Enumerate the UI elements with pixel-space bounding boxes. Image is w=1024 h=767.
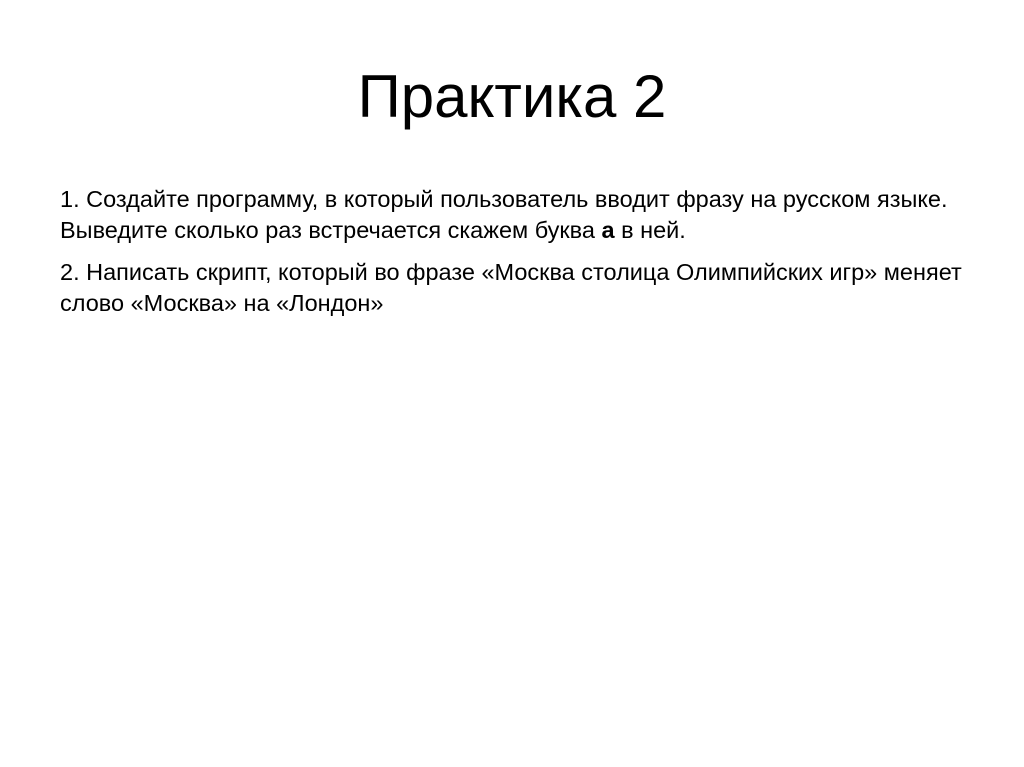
task-list: [60, 184, 970, 330]
task-item-2: [60, 257, 970, 319]
task-item-1: [60, 184, 970, 246]
task-1-bold-letter: а: [601, 217, 615, 243]
slide-title: Практика 2: [357, 63, 667, 130]
task-1-text-after: в ней.: [614, 217, 686, 243]
task-2-text: 2. Написать скрипт, который во фразе «Москва столица Олимпийских игр» меняет слово «Москва» на «Лондон»: [60, 259, 962, 316]
task-1-text-before: 1. Создайте программу, в который пользователь вводит фразу на русском языке. Выведите сколько раз встречается скажем буква: [60, 186, 948, 243]
